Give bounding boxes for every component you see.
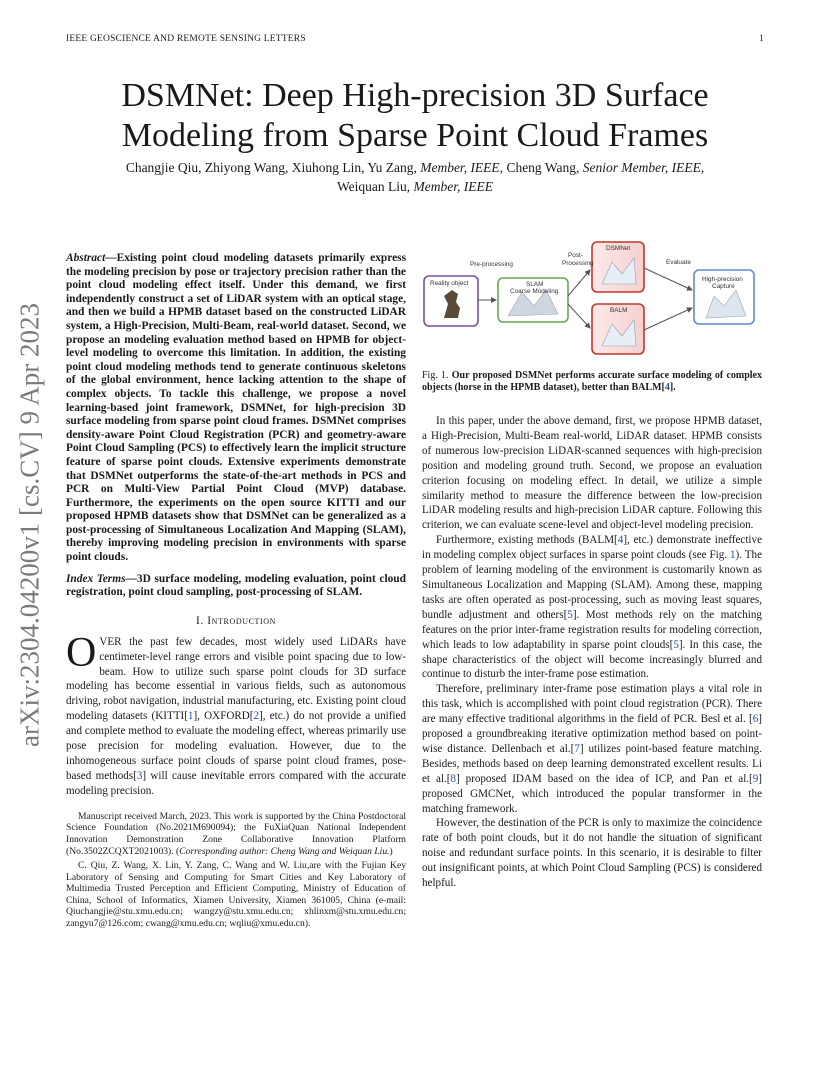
paragraph [422, 533, 762, 682]
text-run: ], etc.) demonstrate ineffective in modeling complex object surfaces in sparse point clouds (see Fig. [422, 534, 762, 562]
citation-link[interactable]: 4 [617, 534, 624, 547]
arrow-icon [644, 308, 692, 330]
left-column [66, 252, 406, 933]
right-column [422, 414, 762, 891]
author-role: Senior Member, IEEE [582, 160, 701, 175]
citation-link[interactable]: 9 [752, 772, 759, 785]
footnote-funding [66, 811, 406, 857]
citation-link[interactable]: 5 [673, 638, 679, 651]
section-heading-introduction: I. Introduction [195, 614, 277, 627]
citation-link[interactable]: 2 [253, 710, 260, 723]
arrow-icon [644, 268, 692, 290]
title-line-2: Modeling from Sparse Point Cloud Frames [121, 117, 709, 154]
figure-caption [422, 370, 762, 395]
title-line-1: DSMNet: Deep High-precision 3D Surface [121, 77, 709, 114]
caption-label: Fig. 1. [422, 370, 449, 381]
label-post: Post- [568, 252, 583, 259]
citation-link[interactable]: 6 [752, 713, 759, 726]
text-run: Manuscript received March, 2023. This work is supported by the China Postdoctoral Science Foundation (No.2021M690094); the FuXiaQuan National Independent Innovation Demonstration Zone Collaborative Innovation Platform (No.3502ZCQXT2021003). ( [66, 810, 406, 857]
index-terms [66, 573, 406, 600]
figure-1 [422, 240, 762, 358]
text-run: ). The problem of learning modeling of the environment is customarily known as Simultaneous Localization and Mapping (SLAM). Among these, mapping tasks are often operated as post-processing, such as moving least squares, bundle adjustment and others[ [422, 549, 762, 621]
citation-link[interactable]: 1 [187, 710, 194, 723]
paragraph [422, 682, 762, 816]
caption-text: Our proposed DSMNet performs accurate surface modeling of complex objects (horse in the HPMB dataset), better than BALM[ [422, 370, 762, 394]
journal-header: IEEE GEOSCIENCE AND REMOTE SENSING LETTERS [66, 34, 306, 44]
text-run: ] utilizes point-based feature matching. Besides, methods based on deep learning demonstrated excellent results. Li et al.[ [422, 742, 762, 785]
citation-link[interactable]: 3 [136, 769, 143, 782]
text-run: Furthermore, existing methods (BALM[ [436, 534, 618, 547]
intro-body [66, 629, 406, 799]
text-run: ], etc.) do not provide a unified and complete method to evaluate the modeling effect, whereas primarily use pose precision for modeling evaluation. However, due to the inhomogeneous surface point clouds of sparse point cloud frames, pose-based methods[ [66, 710, 406, 782]
label-reality: Reality object [430, 280, 469, 287]
label-processing: Processing [562, 260, 594, 267]
text-run: VER the past few decades, most widely used LiDARs have centimeter-level range errors and visible point spacing due to low-beam. How to utilize such sparse point clouds for 3D surface modeling has become essential in various fields, such as autonomous driving, robot navigation, industrial manufacturing, etc. Existing point cloud modeling datasets (KITTI[ [66, 635, 406, 723]
label-evaluate: Evaluate [666, 259, 691, 266]
text-run: ] proposed GMCNet, which introduced the popular transformer in the matching framework. [422, 772, 762, 815]
caption-end: ]. [669, 382, 676, 394]
arrow-icon [568, 304, 590, 328]
footnote-affiliation: C. Qiu, Z. Wang, X. Lin, Y. Zang, C. Wang and W. Liu,are with the Fujian Key Laboratory of Sensing and Computing for Smart Cities and Key Laboratory of Multimedia Trusted Perception and Efficient Computing, Ministry of Education of China, School of Informatics, Xiamen University, Xiamen 361005, China (e-mail: Qiuchangjie@stu.xmu.edu.cn; wangzy@stu.xmu.edu.cn; xhlinxm@stu.xmu.edu.cn; zangyu7@126.com; cwang@xmu.edu.cn; wqliu@xmu.edu.cn). [66, 860, 406, 930]
abstract [66, 252, 406, 565]
author-role: Member, IEEE [413, 179, 493, 194]
paper-title [66, 76, 764, 156]
author-list [80, 158, 750, 196]
text-run: ] will cause inevitable errors compared with the accurate modeling precision. [66, 769, 406, 797]
authors-text: , Cheng Wang, [499, 160, 583, 175]
text-run: Therefore, preliminary inter-frame pose estimation plays a vital role in this task, which is accomplished with point cloud registration (PCR). There are many effective traditional algorithms in the field of PCR. Besl et al. [ [422, 683, 762, 726]
text-run: ] proposed a groundbreaking iterative optimization method based on point-wise distance. Dellenbach et al.[ [422, 713, 762, 755]
pipeline-diagram [422, 240, 762, 358]
footnote [66, 811, 406, 930]
intro-paragraph [66, 629, 406, 799]
label-coarse: Coarse Modeling [510, 288, 559, 295]
authors-text: , [700, 160, 705, 175]
citation-link[interactable]: 7 [574, 742, 580, 755]
drop-cap: O [66, 629, 97, 676]
abstract-label: Abstract [66, 252, 106, 264]
citation-link[interactable]: 8 [450, 772, 456, 785]
arxiv-sidebar [14, 290, 46, 760]
label-preprocessing: Pre-processing [470, 261, 513, 268]
index-terms-label: Index Terms [66, 572, 126, 585]
text-run: ], OXFORD[ [193, 710, 254, 723]
label-balm: BALM [610, 307, 628, 314]
text-run: ) [389, 845, 393, 857]
figure-link[interactable]: 1 [730, 549, 736, 562]
label-capture: Capture [712, 283, 735, 290]
text-run: ]. Most methods rely on the matching features on the prior inter-frame registration results for modeling correction, which leads to low adaptability in sparse point clouds[ [422, 608, 762, 651]
text-run: ] proposed IDAM based on the idea of ICP, and Pan et al.[ [455, 772, 753, 785]
arrow-icon [568, 270, 590, 296]
page-number: 1 [759, 34, 764, 44]
text-run: ]. In this case, the shape characteristics of the object will become increasingly blurred and continue to disturb the inter-frame pose estimation. [422, 638, 762, 681]
corresponding-author: Corresponding author: Cheng Wang and Weiquan Liu. [179, 845, 390, 857]
citation-link[interactable]: 5 [567, 608, 573, 621]
label-high-precision: High-precision [702, 276, 743, 283]
index-terms-text: —3D surface modeling, modeling evaluation, point cloud registration, point cloud sampling, post-processing of SLAM. [66, 572, 406, 599]
authors-text: Weiquan Liu, [336, 179, 414, 194]
label-slam: SLAM [526, 281, 544, 288]
paragraph: However, the destination of the PCR is only to maximize the coincidence rate of both point clouds, but it do not handle the situation of significant noise and redundant surface points. In this scenario, it is desirable to filter out insignificant points, at which Point Cloud Sampling (PCS) is considered helpful. [422, 817, 762, 890]
label-dsmnet: DSMNet [606, 245, 631, 252]
author-role: Member, IEEE [420, 160, 500, 175]
authors-text: Changjie Qiu, Zhiyong Wang, Xiuhong Lin, Yu Zang, [125, 160, 421, 175]
arxiv-identifier[interactable]: arXiv:2304.04200v1 [cs.CV] 9 Apr 2023 [14, 303, 45, 747]
citation-link[interactable]: 4 [664, 382, 670, 394]
abstract-text: —Existing point cloud modeling datasets primarily express the modeling precision by pose or trajectory precision rather than the point cloud modeling effect itself. Under this demand, we first independently construct a set of LiDAR system with an optical stage, and then we build a HPMB dataset based on the constructed LiDAR system, a High-Precision, Multi-Beam, real-world dataset. Second, we propose an modeling evaluation method based on HPMB for object-level modeling to overcome this limitation. In addition, the existing point cloud modeling methods tend to generate continuous skeletons of the global environment, hence lacking attention to the shape of complex objects. To tackle this challenge, we propose a novel learning-based joint framework, DSMNet, for high-precision 3D surface modeling from sparse point cloud frames. DSMNet comprises density-aware Point Cloud Registration (PCR) and geometry-aware Point Cloud Sampling (PCS) to effectively learn the implicit structure feature of sparse point clouds. Extensive experiments demonstrate that DSMNet outperforms the state-of-the-art methods in PCS and PCR on Multi-View Partial Point Cloud (MVP) database. Furthermore, the experiments on the open source KITTI and our proposed HPMB datasets show that DSMNet can be generalized as a post-processing of Simultaneous Localization And Mapping (SLAM), thereby improving modeling precision in environments with sparse point clouds. [66, 252, 406, 564]
paragraph: In this paper, under the above demand, first, we propose HPMB dataset, a High-Precision, Multi-Beam real-world, LiDAR dataset. HPMB consists of numerous low-precision LiDAR-scanned sequences with high-precision position and modeling ground truth. Second, we propose an evaluation criterion focusing on modeling effect. In detail, we utilize a simple similarity method to measure the difference between the low-precision LiDAR modeling results and high-precision LiDAR capture. Following this criterion, we can evaluate scene-level and object-level modeling precision. [422, 415, 762, 532]
